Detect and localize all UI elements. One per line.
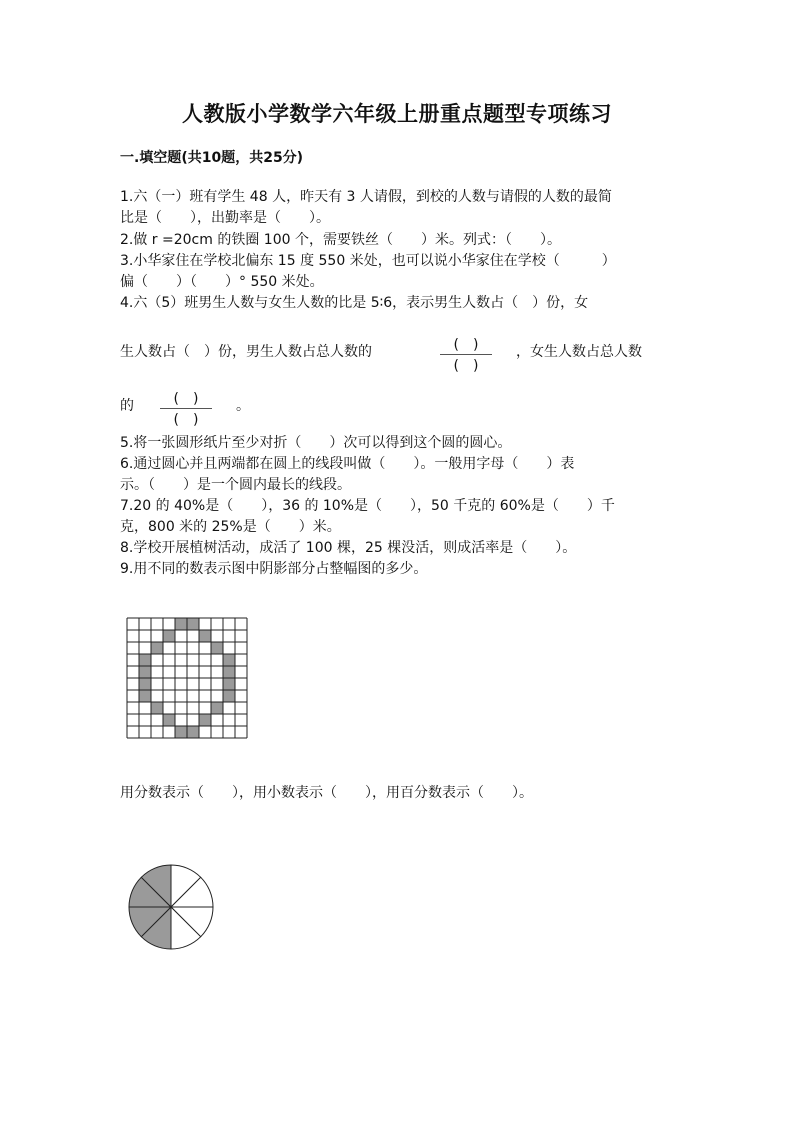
q4-line-3a: 的	[120, 398, 134, 414]
q4-line-3b: 。	[236, 398, 250, 414]
q4-line-1: 4.六（5）班男生人数与女生人数的比是 5∶6，表示男生人数占（ ）份，女	[120, 295, 589, 311]
shaded-cell	[187, 726, 199, 738]
shaded-cell	[151, 642, 163, 654]
shaded-cell	[139, 690, 151, 702]
q7-line-2: 克，800 米的 25%是（ ）米。	[120, 519, 341, 535]
q6-line-2: 示。（ ）是一个圆内最长的线段。	[120, 477, 351, 493]
q4-fraction-2-numerator: ( )	[173, 391, 199, 407]
q4-fraction-2-denominator: ( )	[173, 412, 199, 428]
shaded-cell	[175, 726, 187, 738]
q1-line-1: 1.六（一）班有学生 48 人，昨天有 3 人请假，到校的人数与请假的人数的最简	[120, 189, 612, 205]
q4-fraction-1-numerator: ( )	[453, 337, 479, 353]
section-heading: 一.填空题(共10题，共25分)	[120, 150, 304, 166]
shaded-cell	[139, 654, 151, 666]
q4-fraction-1-denominator: ( )	[453, 358, 479, 374]
q6-line-1: 6.通过圆心并且两端都在圆上的线段叫做（ ）。一般用字母（ ）表	[120, 456, 575, 472]
shaded-grid-figure	[125, 616, 249, 740]
shaded-cell	[223, 654, 235, 666]
shaded-cell	[223, 666, 235, 678]
q5-line-1: 5.将一张圆形纸片至少对折（ ）次可以得到这个圆的圆心。	[120, 435, 512, 451]
shaded-cell	[139, 678, 151, 690]
q8-line-1: 8.学校开展植树活动，成活了 100 棵，25 棵没活，则成活率是（ ）。	[120, 540, 577, 556]
shaded-cell	[139, 666, 151, 678]
shaded-cell	[199, 630, 211, 642]
shaded-cell	[187, 618, 199, 630]
shaded-cell	[175, 618, 187, 630]
shaded-circle-figure	[125, 861, 217, 953]
q3-line-2: 偏（ ）（ ）° 550 米处。	[120, 274, 324, 290]
page-title: 人教版小学数学六年级上册重点题型专项练习	[182, 101, 612, 126]
shaded-cell	[211, 702, 223, 714]
shaded-cell	[223, 690, 235, 702]
shaded-cell	[163, 714, 175, 726]
q4-line-2a: 生人数占（ ）份，男生人数占总人数的	[120, 344, 372, 360]
shaded-cell	[211, 642, 223, 654]
shaded-cell	[199, 714, 211, 726]
q3-line-1: 3.小华家住在学校北偏东 15 度 550 米处，也可以说小华家住在学校（ ）	[120, 253, 616, 269]
shaded-cell	[163, 630, 175, 642]
q9-answer-line: 用分数表示（ ），用小数表示（ ），用百分数表示（ ）。	[120, 785, 533, 801]
q2-line-1: 2.做 r =20cm 的铁圈 100 个，需要铁丝（ ）米。列式：（ ）。	[120, 232, 561, 248]
shaded-cell	[151, 702, 163, 714]
q1-line-2: 比是（ ），出勤率是（ ）。	[120, 210, 330, 226]
shaded-cell	[223, 678, 235, 690]
q4-line-2b: ，女生人数占总人数	[516, 344, 642, 360]
q9-line-1: 9.用不同的数表示图中阴影部分占整幅图的多少。	[120, 561, 428, 577]
q7-line-1: 7.20 的 40%是（ ），36 的 10%是（ ），50 千克的 60%是（ ）千	[120, 498, 615, 514]
